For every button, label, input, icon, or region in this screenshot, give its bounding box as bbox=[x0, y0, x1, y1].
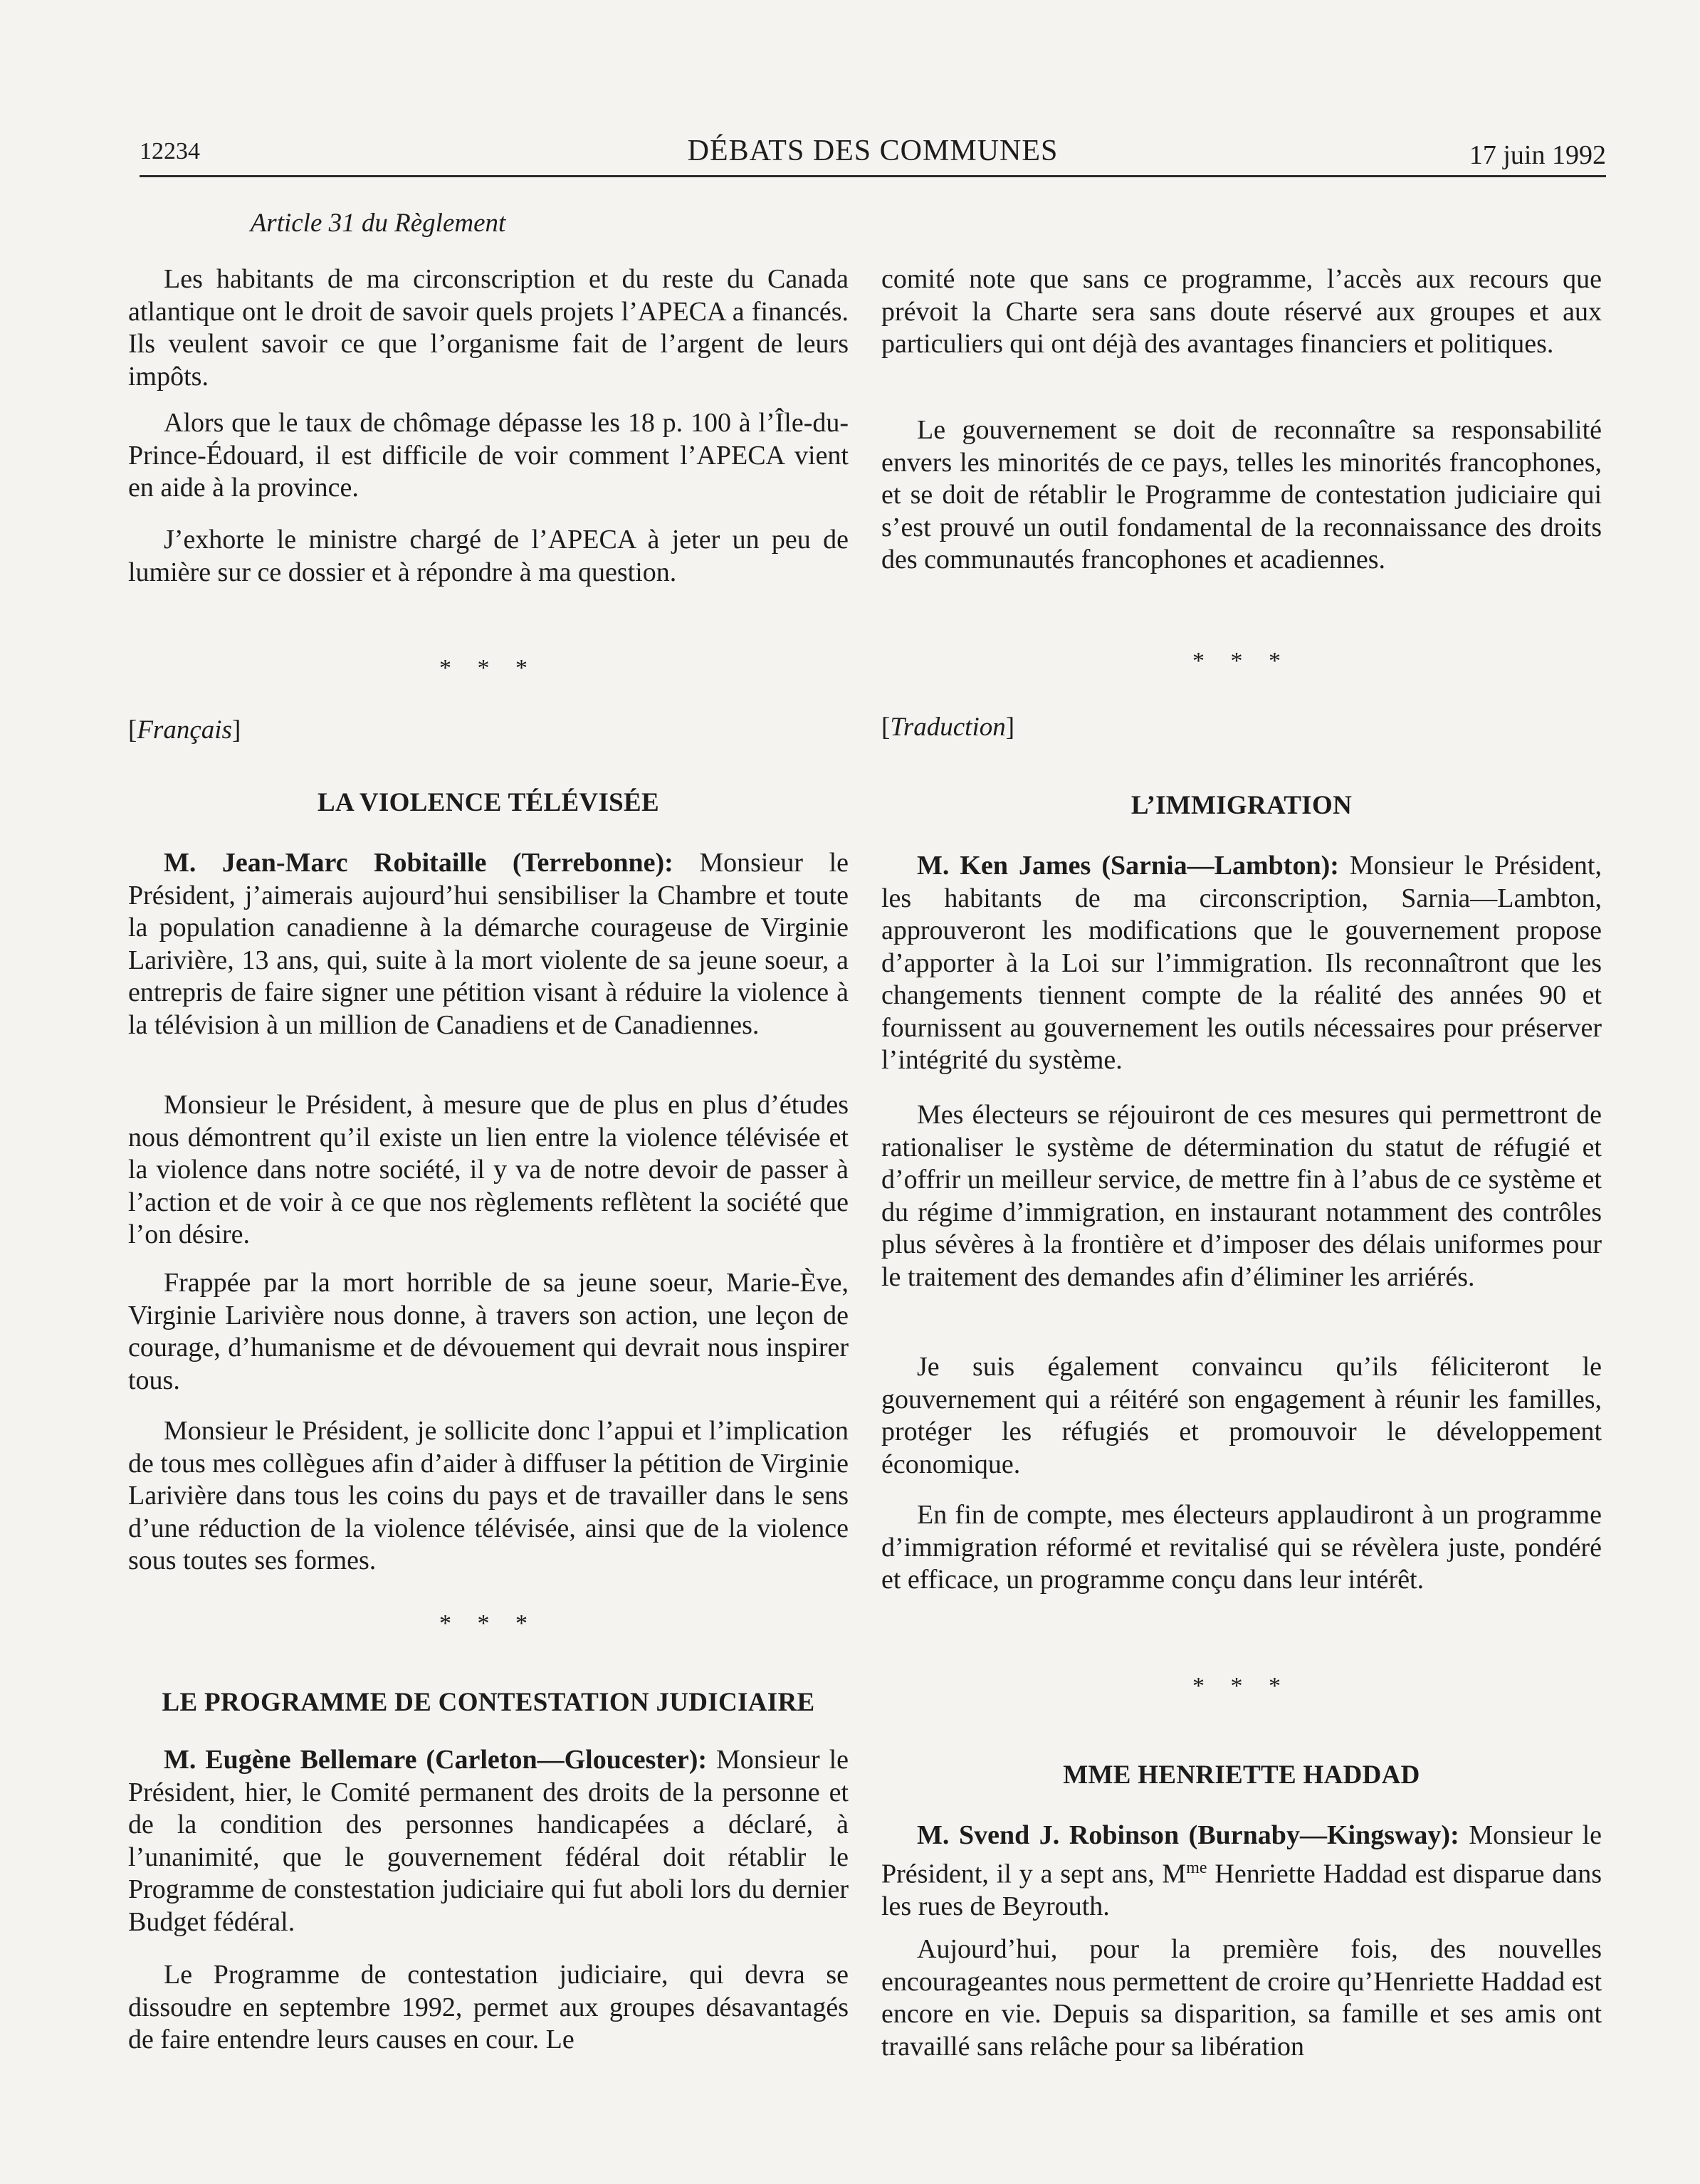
paragraph: Monsieur le Président, je sollicite donc l’appui et l’implication de tous mes collègues afin d’aider à diffuser la pétition de Virginie Larivière dans tous les coins du pays et de travailler dans le sens d’une réduction de la violence télévisée, ainsi que de la violence sous toutes ses formes. bbox=[128, 1416, 849, 1575]
paragraph: M. Svend J. Robinson (Burnaby—Kingsway): Monsieur le Président, il y a sept ans, $M^{me}$ Henriette Haddad est disparue dans les rues de Beyrouth. bbox=[881, 1820, 1602, 1921]
section-separator: * * * bbox=[439, 655, 537, 681]
paragraph: M. Jean-Marc Robitaille (Terrebonne): Monsieur le Président, j’aimerais aujourd’hui sensibiliser la Chambre et toute la population canadienne à la démarche courageuse de Virginie Larivière, 13 ans, qui, suite à la mort violente de sa jeune soeur, a entrepris de faire signer une pétition visant à réduire la violence à la télévision à un million de Canadiens et de Canadiennes. bbox=[128, 848, 849, 1040]
paragraph: Le gouvernement se doit de reconnaître sa responsabilité envers les minorités de ce pays, telles les minorités francophones, et se doit de rétablir le Programme de contestation judiciaire qui s’est prouvé un outil fondamental de la reconnaissance des droits des communautés francophones et acadiennes. bbox=[881, 415, 1602, 574]
speaker-name: M. Ken James (Sarnia—Lambton): bbox=[917, 851, 1339, 881]
paragraph: Les habitants de ma circonscription et du reste du Canada atlantique ont le droit de savoir quels projets l’APECA a financés. Ils veulent savoir ce que l’organisme fait de l’argent de leurs impôts. bbox=[128, 264, 849, 392]
section-heading: L’IMMIGRATION bbox=[1130, 791, 1353, 820]
paragraph: En fin de compte, mes électeurs applaudiront à un programme d’immigration réformé et revitalisé qui se révèlera juste, pondéré et efficace, un programme conçu dans leur intérêt. bbox=[881, 1500, 1602, 1595]
paragraph: Aujourd’hui, pour la première fois, des nouvelles encourageantes nous permettent de croire qu’Henriette Haddad est encore en vie. Depuis sa disparition, sa famille et ses amis ont travaillé sans relâche pour sa libération bbox=[881, 1934, 1602, 2062]
paragraph: Monsieur le Président, à mesure que de plus en plus d’études nous démontrent qu’il existe un lien entre la violence télévisée et la violence dans notre société, il y va de notre devoir de passer à l’action et de voir à ce que nos règlements reflètent la société que l’on désire. bbox=[128, 1090, 849, 1249]
paragraph: Mes électeurs se réjouiront de ces mesures qui permettront de rationaliser le système de détermination du statut de réfugié et d’offrir un meilleur service, de mettre fin à l’abus de ce système et du régime d’immigration, en instaurant notamment des contrôles plus sévères à la frontière et d’imposer des délais uniformes pour le traitement des demandes afin d’éliminer les arriérés. bbox=[881, 1100, 1602, 1292]
paragraph: M. Ken James (Sarnia—Lambton): Monsieur le Président, les habitants de ma circonscription, Sarnia—Lambton, approuveront les modifications que le gouvernement propose d’apporter à la Loi sur l’immigration. Ils reconnaîtront que les changements tiennent compte de la réalité des années 90 et fournissent au gouvernement les outils nécessaires pour préserver l’intégrité du système. bbox=[881, 851, 1602, 1075]
header-rule bbox=[140, 175, 1606, 177]
section-heading: MME HENRIETTE HADDAD bbox=[1063, 1760, 1420, 1790]
paragraph: comité note que sans ce programme, l’accès aux recours que prévoit la Charte sera sans doute réservé aux groupes et aux particuliers qui ont déjà des avantages financiers et politiques. bbox=[881, 264, 1602, 359]
section-separator: * * * bbox=[439, 1610, 537, 1637]
paragraph: Je suis également convaincu qu’ils féliciteront le gouvernement qui a réitéré son engagement à réunir les familles, protéger les réfugiés et promouvoir le développement économique. bbox=[881, 1352, 1602, 1479]
section-separator: * * * bbox=[1192, 648, 1291, 674]
paragraph: Alors que le taux de chômage dépasse les 18 p. 100 à l’Île-du-Prince-Édouard, il est difficile de voir comment l’APECA vient en aide à la province. bbox=[128, 408, 849, 503]
paragraph: Frappée par la mort horrible de sa jeune soeur, Marie-Ève, Virginie Larivière nous donne, à travers son action, une leçon de courage, d’humanisme et de dévouement qui devrait nous inspirer tous. bbox=[128, 1268, 849, 1395]
section-heading: LE PROGRAMME DE CONTESTATION JUDICIAIRE bbox=[162, 1688, 815, 1717]
section-subtitle: Article 31 du Règlement bbox=[250, 209, 506, 238]
language-marker: [Traduction] bbox=[881, 713, 1015, 742]
running-header bbox=[140, 134, 1606, 177]
speaker-name: M. Svend J. Robinson (Burnaby—Kingsway): bbox=[917, 1820, 1459, 1850]
speaker-name: M. Jean-Marc Robitaille (Terrebonne): bbox=[164, 848, 673, 878]
language-marker: [Français] bbox=[128, 715, 241, 745]
publication-date: 17 juin 1992 bbox=[1469, 140, 1606, 170]
page-number: 12234 bbox=[140, 138, 200, 164]
publication-title: DÉBATS DES COMMUNES bbox=[687, 135, 1059, 167]
section-heading: LA VIOLENCE TÉLÉVISÉE bbox=[318, 788, 659, 817]
paragraph: J’exhorte le ministre chargé de l’APECA à jeter un peu de lumière sur ce dossier et à répondre à ma question. bbox=[128, 525, 849, 587]
paragraph: Le Programme de contestation judiciaire, qui devra se dissoudre en septembre 1992, permet aux groupes désavantagés de faire entendre leurs causes en cour. Le bbox=[128, 1960, 849, 2054]
paragraph: M. Eugène Bellemare (Carleton—Gloucester): Monsieur le Président, hier, le Comité permanent des droits de la personne et de la condition des personnes handicapées a déclaré, à l’unanimité, que le gouvernement fédéral doit rétablir le Programme de constestation judiciaire qui fut aboli lors du dernier Budget fédéral. bbox=[128, 1745, 849, 1937]
speaker-name: M. Eugène Bellemare (Carleton—Gloucester): bbox=[164, 1745, 708, 1775]
section-separator: * * * bbox=[1192, 1673, 1291, 1699]
